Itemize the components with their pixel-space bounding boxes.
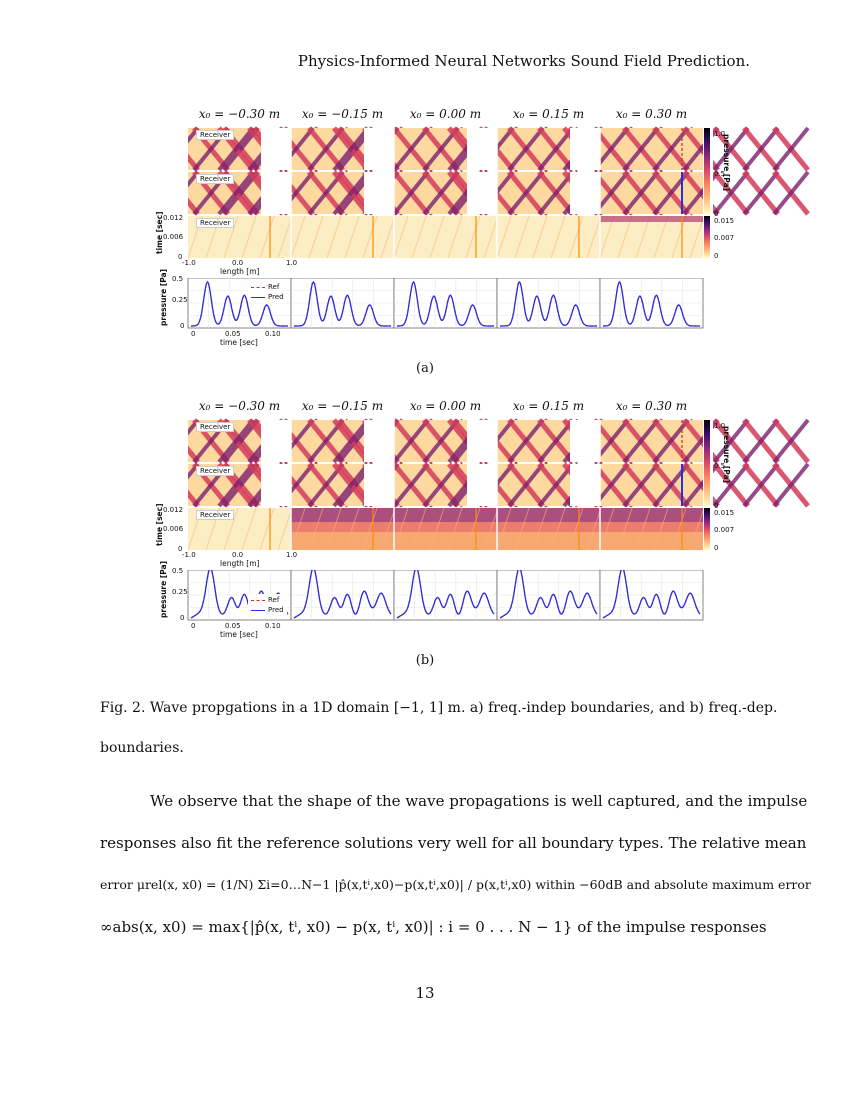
length-tick: -1.0 [182,259,196,267]
ir-ylabel: pressure [Pa] [159,268,168,326]
length-axis-label: length [m] [220,267,260,276]
ir-legend-label: Ref [268,283,280,291]
time-tick: 0 [178,545,183,553]
receiver-legend: Receiver [196,218,234,228]
error-panel [497,216,601,258]
colorbar-tick: 0 [714,544,719,552]
ir-xlabel: time [sec] [220,630,258,639]
ir-ytick: 0.25 [172,588,188,596]
time-axis-label: time [sec] [155,503,164,546]
ir-legend [248,281,287,303]
length-tick: 1.0 [286,259,298,267]
figure-caption [100,688,778,768]
receiver-legend: Receiver [196,174,234,184]
error-panel [497,508,601,550]
impulse-response-plots [0,278,850,330]
ir-xtick: 0 [191,330,196,338]
column-header: x₀ = 0.00 m [409,399,482,413]
column-header: x₀ = 0.30 m [615,107,688,121]
error-panel [600,216,704,258]
receiver-legend: Receiver [196,130,234,140]
time-tick: 0.012 [163,214,184,222]
ir-legend-label: Ref [268,596,280,604]
running-header: Physics-Informed Neural Networks Sound Field Prediction. [297,52,750,70]
column-header: x₀ = −0.15 m [301,107,384,121]
error-panel [394,216,498,258]
colorbar-tick: 0.007 [714,526,735,534]
colorbar-tick: 0 [714,502,719,510]
colorbar-tick: 1.0 [714,422,726,430]
ir-ytick: 0.5 [172,567,184,575]
ir-legend-entry [251,282,284,292]
ir-legend-entry [251,605,284,615]
subfigure-label: (a) [416,361,434,376]
colorbar-tick: 0.5 [714,170,726,178]
ir-xlabel: time [sec] [220,338,258,347]
colorbar-tick: 0.015 [714,509,735,517]
error-panel [600,508,704,550]
subfigure-label: (b) [415,653,435,668]
length-tick: 1.0 [286,551,298,559]
column-header: x₀ = −0.30 m [198,399,281,413]
ir-legend-swatch [251,297,265,298]
paragraph-line-2: responses also fit the reference solutions very well for all boundary types. The relative mean [100,834,807,852]
impulse-response-plots [0,570,850,622]
error-panel [291,508,395,550]
length-axis-label: length [m] [220,559,260,568]
paragraph-line-1: We observe that the shape of the wave propagations is well captured, and the impulse [150,792,808,810]
ir-xtick: 0 [191,622,196,630]
ir-legend-label: Pred [268,293,284,301]
error-colorbar [704,216,710,258]
caption-line-1: Fig. 2. Wave propgations in a 1D domain [−1, 1] m. a) freq.-indep boundaries, and b) freq.-dep. [100,700,778,716]
column-header: x₀ = 0.30 m [615,399,688,413]
receiver-legend: Receiver [196,466,234,476]
column-header: x₀ = −0.15 m [301,399,384,413]
time-tick: 0.006 [163,233,184,241]
receiver-legend: Receiver [196,422,234,432]
receiver-legend: Receiver [196,510,234,520]
colorbar-tick: 0.5 [714,462,726,470]
time-tick: 0 [178,253,183,261]
error-panel [394,508,498,550]
column-header: x₀ = 0.15 m [512,399,585,413]
ir-ytick: 0 [180,322,185,330]
pressure-colorbar [704,128,710,214]
colorbar-tick: 0.015 [714,217,735,225]
time-tick: 0.006 [163,525,184,533]
length-tick: 0.0 [232,259,244,267]
ir-xtick: 0.05 [225,330,241,338]
time-axis-label: time [sec] [155,211,164,254]
ir-legend-swatch [251,287,265,288]
ir-ylabel: pressure [Pa] [159,560,168,618]
page-number: 13 [415,984,435,1002]
length-tick: 0.0 [232,551,244,559]
length-tick: -1.0 [182,551,196,559]
colorbar-tick: 0.007 [714,234,735,242]
ir-legend-entry [251,292,284,302]
ir-xtick: 0.10 [265,330,281,338]
column-header: x₀ = 0.15 m [512,107,585,121]
colorbar-label: pressure [Pa] [722,134,731,192]
column-header: x₀ = 0.00 m [409,107,482,121]
colorbar-tick: 0 [714,210,719,218]
time-tick: 0.012 [163,506,184,514]
body-paragraph [100,780,811,948]
ir-legend-swatch [251,600,265,601]
ir-xtick: 0.05 [225,622,241,630]
ir-legend-entry [251,595,284,605]
column-header: x₀ = −0.30 m [198,107,281,121]
ir-legend-label: Pred [268,606,284,614]
paragraph-line-4: ∞abs(x, x0) = max{|p̂(x, tⁱ, x0) − p(x, tⁱ, x0)| : i = 0 . . . N − 1} of the impulse responses [100,918,767,936]
error-panel [291,216,395,258]
colorbar-tick: 1.0 [714,130,726,138]
ir-legend-swatch [251,610,265,611]
paragraph-line-3: error μrel(x, x0) = (1/N) Σi=0…N−1 |p̂(x,tⁱ,x0)−p(x,tⁱ,x0)| / p(x,tⁱ,x0) within −60dB and absolute maximum error [100,877,811,892]
ir-ytick: 0 [180,614,185,622]
colorbar-tick: 0 [714,252,719,260]
ir-ytick: 0.25 [172,296,188,304]
ir-xtick: 0.10 [265,622,281,630]
error-colorbar [704,508,710,550]
pressure-colorbar [704,420,710,506]
colorbar-label: pressure [Pa] [722,426,731,484]
ir-ytick: 0.5 [172,275,184,283]
ir-legend [248,594,287,616]
caption-line-2: boundaries. [100,740,184,756]
